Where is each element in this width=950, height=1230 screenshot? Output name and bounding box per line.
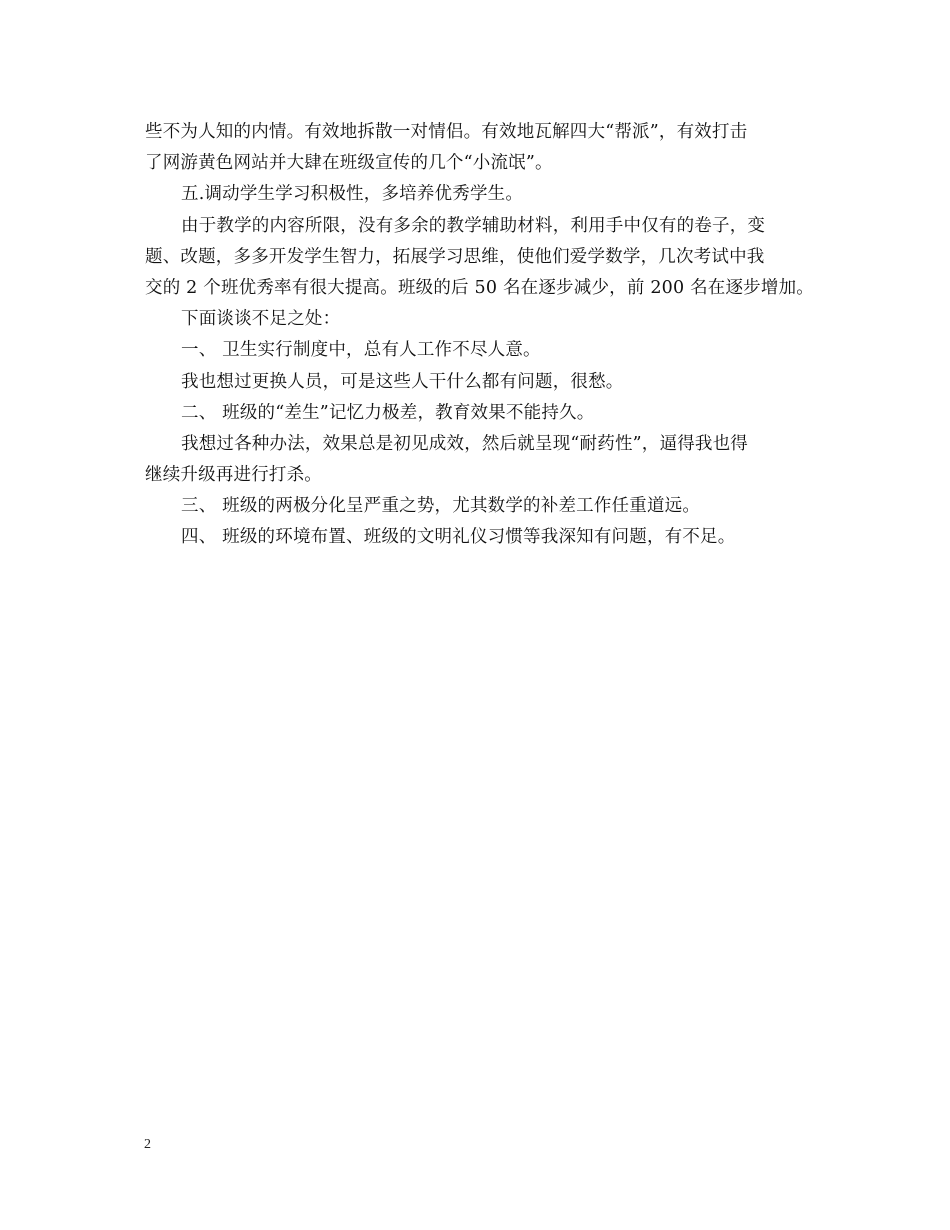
text-line: 题、改题，多多开发学生智力，拓展学习思维，使他们爱学数学，几次考试中我	[145, 246, 765, 267]
text-line: 些不为人知的内情。有效地拆散一对情侣。有效地瓦解四大“帮派”，有效打击	[145, 122, 748, 142]
text-line: 下面谈谈不足之处：	[181, 309, 341, 330]
text-line: 了网游黄色网站并大肆在班级宣传的几个“小流氓”。	[145, 153, 553, 174]
list-item: 四、 班级的环境布置、班级的文明礼仪习惯等我深知有问题，有不足。	[181, 527, 736, 548]
list-item: 一、 卫生实行制度中，总有人工作不尽人意。	[181, 340, 541, 361]
text-line: 交的 2 个班优秀率有很大提高。班级的后 50 名在逐步减少，前 200 名在逐步增加。	[145, 277, 814, 298]
text-line: 我想过各种办法，效果总是初见成效，然后就呈现“耐药性”，逼得我也得	[181, 433, 748, 454]
text-line: 我也想过更换人员，可是这些人干什么都有问题，很愁。	[181, 371, 624, 392]
list-item: 三、 班级的两极分化呈严重之势，尤其数学的补差工作任重道远。	[181, 496, 701, 517]
text-line: 由于教学的内容所限，没有多余的教学辅助材料，利用手中仅有的卷子，变	[181, 215, 766, 236]
section-heading: 五.调动学生学习积极性，多培养优秀学生。	[181, 184, 524, 205]
body-text	[145, 117, 825, 554]
page-number: 2	[144, 1137, 151, 1152]
list-item: 二、 班级的“差生”记忆力极差，教育效果不能持久。	[181, 402, 595, 423]
text-line: 继续升级再进行打杀。	[145, 465, 322, 486]
